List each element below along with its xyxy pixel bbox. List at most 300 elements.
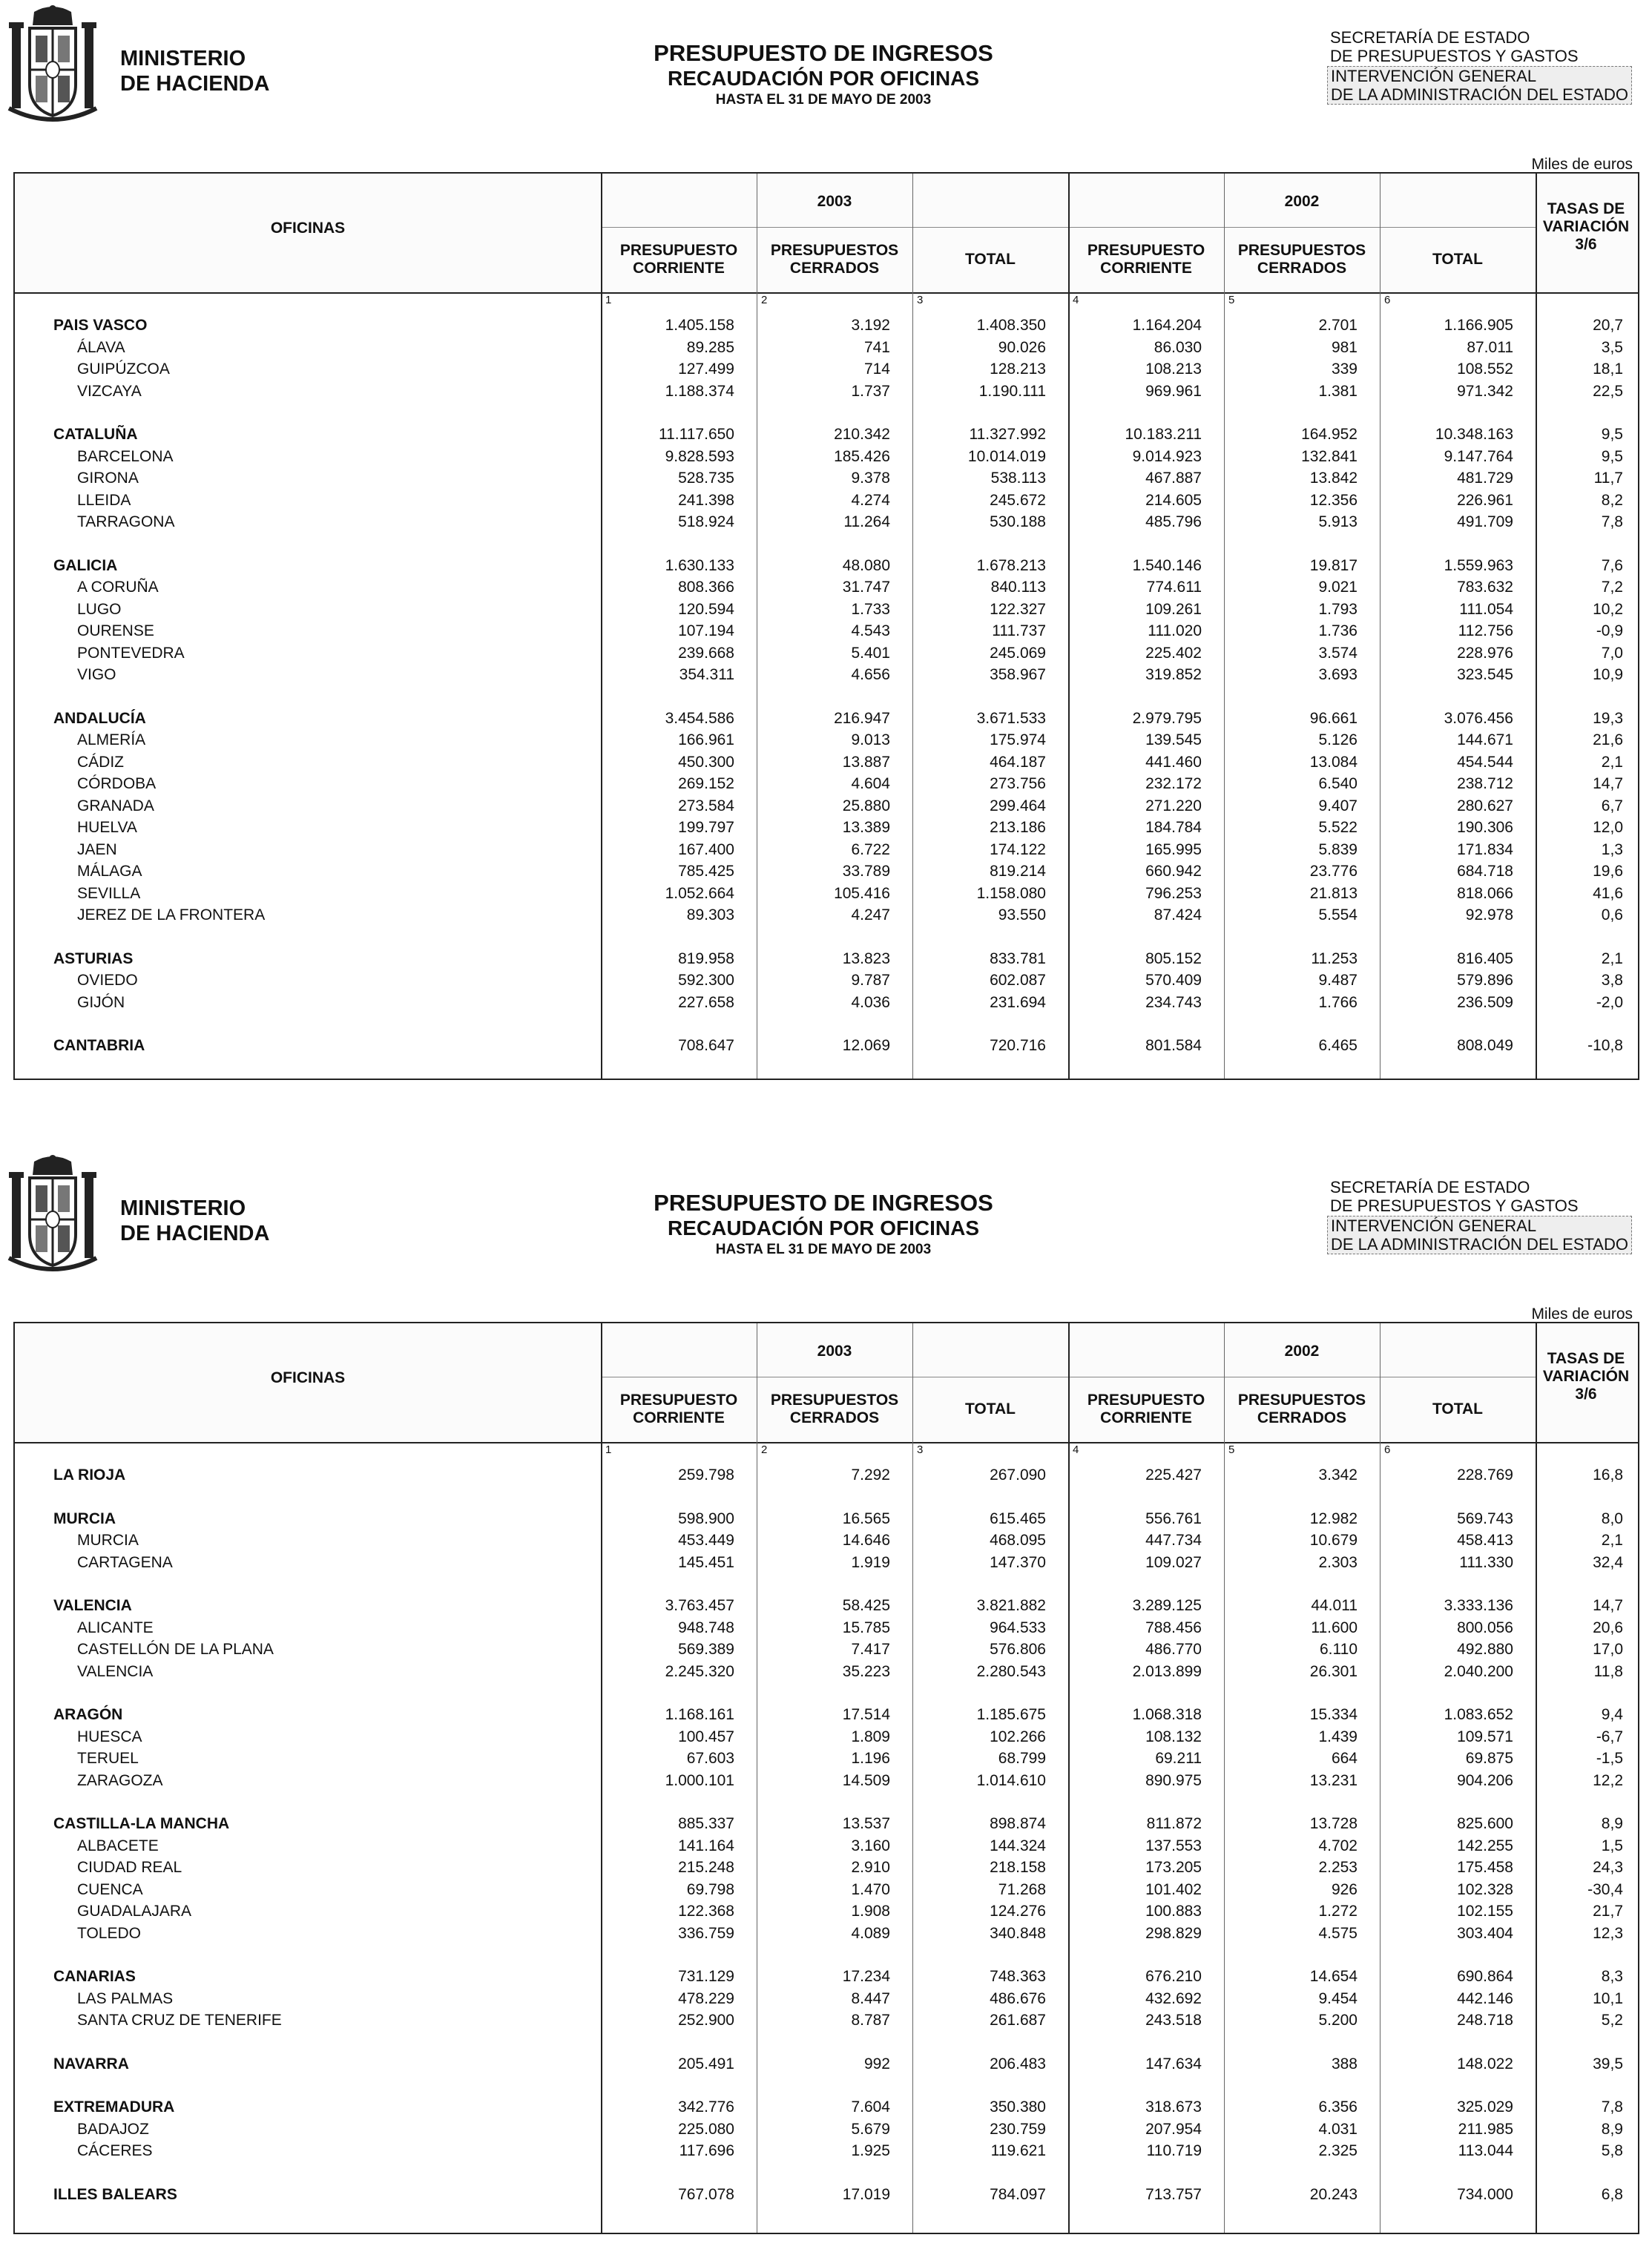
cell-col-3: 464.187 xyxy=(990,753,1046,771)
cell-col-6: 236.509 xyxy=(1457,993,1513,1011)
intervencion-box xyxy=(1327,1216,1632,1254)
cell-col-7: 41,6 xyxy=(1593,884,1623,902)
ministry-name xyxy=(120,46,269,96)
cell-col-6: 111.330 xyxy=(1459,1553,1513,1571)
cell-col-1: 885.337 xyxy=(678,1815,734,1832)
cell-col-6: 228.769 xyxy=(1457,1466,1513,1484)
cell-col-2: 714 xyxy=(863,360,890,378)
col-label-line: TASAS DE xyxy=(1547,1350,1625,1367)
secretaria-block xyxy=(1330,28,1632,105)
cell-col-6: 142.255 xyxy=(1457,1837,1513,1854)
cell-col-3: 119.621 xyxy=(990,2142,1046,2159)
cell-col-1: 11.117.650 xyxy=(659,426,734,443)
cell-col-2: 1.196 xyxy=(851,1750,890,1767)
document-date: HASTA EL 31 DE MAYO DE 2003 xyxy=(715,1242,932,1257)
cell-col-4: 137.553 xyxy=(1145,1837,1202,1854)
cell-col-2: 1.919 xyxy=(851,1553,890,1571)
region-row xyxy=(15,555,1638,577)
cell-col-6: 816.405 xyxy=(1457,949,1513,967)
office-row xyxy=(15,1835,1638,1857)
office-name: CÁCERES xyxy=(77,2142,153,2159)
office-name: VIGO xyxy=(77,666,116,683)
col-presupuesto-corriente-2002 xyxy=(1068,1392,1224,1427)
cell-col-7: 11,7 xyxy=(1593,470,1623,487)
cell-col-4: 101.402 xyxy=(1145,1880,1202,1898)
cell-col-7: 12,2 xyxy=(1593,1771,1623,1789)
cell-col-3: 68.799 xyxy=(998,1750,1046,1767)
cell-col-6: 102.155 xyxy=(1457,1903,1513,1920)
cell-col-1: 948.748 xyxy=(678,1619,734,1636)
cell-col-3: 3.671.533 xyxy=(976,709,1046,727)
cell-col-6: 9.147.764 xyxy=(1444,447,1513,465)
office-name: MÁLAGA xyxy=(77,863,142,880)
cell-col-7: 32,4 xyxy=(1593,1553,1623,1571)
cell-col-1: 239.668 xyxy=(678,644,734,662)
office-name: VALENCIA xyxy=(77,1662,154,1680)
cell-col-6: 458.413 xyxy=(1457,1532,1513,1549)
cell-col-3: 299.464 xyxy=(990,797,1046,814)
cell-col-2: 741 xyxy=(863,338,890,356)
cell-col-7: 22,5 xyxy=(1593,382,1623,400)
cell-col-3: 93.550 xyxy=(998,906,1046,923)
cell-col-4: 271.220 xyxy=(1145,797,1202,814)
cell-col-2: 7.604 xyxy=(851,2098,890,2116)
cell-col-3: 3.821.882 xyxy=(976,1597,1046,1614)
office-name: HUESCA xyxy=(77,1728,142,1745)
cell-col-1: 252.900 xyxy=(678,2012,734,2029)
office-row xyxy=(15,446,1638,468)
units-label: Miles de euros xyxy=(1531,1306,1633,1323)
secretaria-line-1: SECRETARÍA DE ESTADO xyxy=(1330,28,1530,47)
office-name: ALBACETE xyxy=(77,1837,159,1854)
cell-col-4: 788.456 xyxy=(1145,1619,1202,1636)
office-name: CANTABRIA xyxy=(53,1037,145,1054)
cell-col-4: 485.796 xyxy=(1145,513,1202,530)
cell-col-4: 165.995 xyxy=(1145,840,1202,858)
cell-col-6: 454.544 xyxy=(1457,753,1513,771)
cell-col-1: 450.300 xyxy=(678,753,734,771)
cell-col-2: 185.426 xyxy=(834,447,890,465)
cell-col-6: 734.000 xyxy=(1457,2185,1513,2203)
cell-col-5: 11.600 xyxy=(1311,1619,1358,1636)
cell-col-7: -2,0 xyxy=(1596,993,1623,1011)
units-label: Miles de euros xyxy=(1531,156,1633,173)
cell-col-5: 5.554 xyxy=(1318,906,1358,923)
cell-col-1: 9.828.593 xyxy=(665,447,734,465)
cell-col-1: 100.457 xyxy=(678,1728,734,1745)
intervencion-line-2: DE LA ADMINISTRACIÓN DEL ESTADO xyxy=(1331,85,1628,104)
cell-col-5: 1.381 xyxy=(1318,382,1358,400)
office-name: CÁDIZ xyxy=(77,753,124,771)
office-row xyxy=(15,1748,1638,1770)
cell-col-7: 7,2 xyxy=(1601,579,1623,596)
cell-col-6: 211.985 xyxy=(1458,2120,1513,2138)
cell-col-2: 4.604 xyxy=(851,775,890,792)
cell-col-4: 805.152 xyxy=(1145,949,1202,967)
office-row xyxy=(15,1639,1638,1661)
office-row xyxy=(15,490,1638,512)
cell-col-5: 96.661 xyxy=(1309,709,1358,727)
cell-col-3: 898.874 xyxy=(990,1815,1046,1832)
cell-col-5: 4.575 xyxy=(1318,1924,1358,1942)
office-row xyxy=(15,620,1638,642)
cell-col-5: 664 xyxy=(1331,1750,1358,1767)
cell-col-6: 690.864 xyxy=(1457,1968,1513,1985)
cell-col-5: 5.913 xyxy=(1318,513,1358,530)
cell-col-2: 992 xyxy=(863,2055,890,2072)
cell-col-4: 1.164.204 xyxy=(1132,317,1202,334)
office-row xyxy=(15,337,1638,359)
office-row xyxy=(15,576,1638,599)
col-total-2003: TOTAL xyxy=(964,251,1016,268)
cell-col-4: 232.172 xyxy=(1145,775,1202,792)
cell-col-4: 570.409 xyxy=(1145,972,1202,989)
cell-col-3: 1.190.111 xyxy=(978,382,1046,400)
cell-col-5: 13.842 xyxy=(1309,470,1358,487)
cell-col-5: 26.301 xyxy=(1309,1662,1358,1680)
revenue-table xyxy=(13,1322,1639,2234)
cell-col-1: 225.080 xyxy=(678,2120,734,2138)
cell-col-1: 453.449 xyxy=(678,1532,734,1549)
cell-col-1: 89.285 xyxy=(686,338,734,356)
cell-col-7: 19,3 xyxy=(1593,709,1623,727)
cell-col-2: 216.947 xyxy=(834,709,890,727)
cell-col-5: 339 xyxy=(1331,360,1358,378)
col-presupuestos-cerrados-2003 xyxy=(757,1392,912,1427)
office-row xyxy=(15,992,1638,1014)
cell-col-3: 206.483 xyxy=(990,2055,1046,2072)
cell-col-4: 676.210 xyxy=(1145,1968,1202,1985)
document-title-block xyxy=(579,40,1068,110)
col-label-line: PRESUPUESTO xyxy=(1087,1392,1205,1409)
office-name: PONTEVEDRA xyxy=(77,644,185,662)
cell-col-2: 17.514 xyxy=(842,1706,890,1723)
office-name: ZARAGOZA xyxy=(77,1771,163,1789)
cell-col-4: 811.872 xyxy=(1146,1815,1202,1832)
cell-col-4: 801.584 xyxy=(1145,1037,1202,1054)
cell-col-7: 19,6 xyxy=(1593,863,1623,880)
col-label-line: VARIACIÓN xyxy=(1542,218,1630,235)
cell-col-7: 8,3 xyxy=(1601,1968,1623,1985)
office-name: ALICANTE xyxy=(77,1619,154,1636)
cell-col-4: 110.719 xyxy=(1146,2142,1202,2159)
col-label-line: CORRIENTE xyxy=(633,1409,725,1426)
cell-col-4: 318.673 xyxy=(1145,2098,1202,2116)
cell-col-1: 785.425 xyxy=(678,863,734,880)
cell-col-6: 112.756 xyxy=(1458,622,1513,639)
cell-col-3: 273.756 xyxy=(990,775,1046,792)
coat-of-arms-icon xyxy=(4,1154,101,1280)
cell-col-2: 31.747 xyxy=(842,579,890,596)
cell-col-6: 971.342 xyxy=(1457,382,1513,400)
column-number: 6 xyxy=(1384,1443,1391,1456)
cell-col-6: 1.559.963 xyxy=(1444,556,1513,574)
cell-col-3: 122.327 xyxy=(990,600,1046,618)
cell-col-6: 825.600 xyxy=(1457,1815,1513,1832)
col-label-line: CORRIENTE xyxy=(1100,1409,1192,1426)
cell-col-3: 538.113 xyxy=(990,470,1046,487)
cell-col-7: 18,1 xyxy=(1593,360,1623,378)
group-2002: 2002 xyxy=(1284,193,1320,210)
office-row xyxy=(15,1988,1638,2010)
office-name: CASTILLA-LA MANCHA xyxy=(53,1815,230,1832)
intervencion-line-1: INTERVENCIÓN GENERAL xyxy=(1331,1216,1537,1235)
cell-col-3: 147.370 xyxy=(990,1553,1046,1571)
revenue-table xyxy=(13,172,1639,1080)
office-name: CASTELLÓN DE LA PLANA xyxy=(77,1641,274,1658)
office-row xyxy=(15,839,1638,861)
cell-col-2: 1.737 xyxy=(851,382,890,400)
cell-col-6: 102.328 xyxy=(1457,1880,1513,1898)
cell-col-6: 92.978 xyxy=(1465,906,1513,923)
cell-col-5: 12.982 xyxy=(1309,1509,1358,1527)
cell-col-7: 7,8 xyxy=(1601,2098,1623,2116)
cell-col-2: 9.378 xyxy=(851,470,890,487)
cell-col-1: 708.647 xyxy=(678,1037,734,1054)
office-name: BARCELONA xyxy=(77,447,174,465)
cell-col-1: 205.491 xyxy=(678,2055,734,2072)
office-name: ILLES BALEARS xyxy=(53,2185,177,2203)
cell-col-5: 9.487 xyxy=(1318,972,1358,989)
cell-col-1: 808.366 xyxy=(678,579,734,596)
cell-col-7: 24,3 xyxy=(1593,1859,1623,1876)
cell-col-5: 1.736 xyxy=(1318,622,1358,639)
cell-col-3: 784.097 xyxy=(990,2185,1046,2203)
cell-col-4: 441.460 xyxy=(1145,753,1202,771)
cell-col-6: 10.348.163 xyxy=(1435,426,1513,443)
office-row xyxy=(15,817,1638,839)
cell-col-3: 174.122 xyxy=(990,840,1046,858)
cell-col-7: 10,9 xyxy=(1593,666,1623,683)
cell-col-6: 3.333.136 xyxy=(1444,1597,1513,1614)
cell-col-2: 33.789 xyxy=(842,863,890,880)
intervencion-box xyxy=(1327,66,1632,105)
cell-col-6: 800.056 xyxy=(1457,1619,1513,1636)
cell-col-1: 569.389 xyxy=(678,1641,734,1658)
cell-col-3: 720.716 xyxy=(990,1037,1046,1054)
cell-col-7: -6,7 xyxy=(1596,1728,1623,1745)
cell-col-1: 2.245.320 xyxy=(665,1662,734,1680)
cell-col-1: 342.776 xyxy=(678,2098,734,2116)
cell-col-6: 2.040.200 xyxy=(1444,1662,1513,1680)
cell-col-3: 245.672 xyxy=(990,491,1046,509)
region-row xyxy=(15,1595,1638,1617)
cell-col-1: 1.630.133 xyxy=(665,556,734,574)
cell-col-1: 259.798 xyxy=(678,1466,734,1484)
cell-col-2: 5.679 xyxy=(851,2120,890,2138)
cell-col-3: 576.806 xyxy=(990,1641,1046,1658)
col-tasas-variacion xyxy=(1536,200,1636,254)
region-row xyxy=(15,2096,1638,2118)
office-name: ASTURIAS xyxy=(53,949,134,967)
cell-col-7: 1,5 xyxy=(1601,1837,1623,1854)
cell-col-3: 530.188 xyxy=(990,513,1046,530)
office-name: ÁLAVA xyxy=(77,338,125,356)
col-presupuestos-cerrados-2002 xyxy=(1224,242,1380,277)
cell-col-3: 2.280.543 xyxy=(976,1662,1046,1680)
cell-col-2: 6.722 xyxy=(851,840,890,858)
cell-col-1: 336.759 xyxy=(678,1924,734,1942)
cell-col-2: 105.416 xyxy=(834,884,890,902)
cell-col-5: 6.110 xyxy=(1320,1641,1358,1658)
office-row xyxy=(15,1617,1638,1639)
office-name: CARTAGENA xyxy=(77,1553,173,1571)
cell-col-5: 6.465 xyxy=(1318,1037,1358,1054)
cell-col-4: 447.734 xyxy=(1145,1532,1202,1549)
cell-col-1: 1.052.664 xyxy=(665,884,734,902)
cell-col-2: 4.247 xyxy=(851,906,890,923)
cell-col-7: 10,1 xyxy=(1593,1989,1623,2007)
office-name: NAVARRA xyxy=(53,2055,129,2072)
office-name: BADAJOZ xyxy=(77,2120,149,2138)
column-number: 2 xyxy=(761,294,768,306)
office-row xyxy=(15,358,1638,381)
cell-col-5: 11.253 xyxy=(1311,949,1358,967)
column-number: 5 xyxy=(1228,294,1235,306)
cell-col-2: 13.823 xyxy=(842,949,890,967)
office-row xyxy=(15,599,1638,621)
cell-col-5: 20.243 xyxy=(1309,2185,1358,2203)
cell-col-3: 128.213 xyxy=(990,360,1046,378)
cell-col-1: 819.958 xyxy=(678,949,734,967)
cell-col-1: 69.798 xyxy=(686,1880,734,1898)
cell-col-1: 107.194 xyxy=(678,622,734,639)
office-name: SEVILLA xyxy=(77,884,141,902)
column-number: 2 xyxy=(761,1443,768,1456)
region-row xyxy=(15,2184,1638,2206)
region-row xyxy=(15,315,1638,337)
cell-col-6: 491.709 xyxy=(1457,513,1513,530)
cell-col-4: 225.402 xyxy=(1145,644,1202,662)
cell-col-1: 1.405.158 xyxy=(665,317,734,334)
cell-col-3: 350.380 xyxy=(990,2098,1046,2116)
cell-col-5: 9.454 xyxy=(1318,1989,1358,2007)
cell-col-4: 660.942 xyxy=(1145,863,1202,880)
office-row xyxy=(15,664,1638,686)
column-number: 6 xyxy=(1384,294,1391,306)
table-column-header xyxy=(15,174,1638,294)
cell-col-2: 1.809 xyxy=(851,1728,890,1745)
cell-col-1: 598.900 xyxy=(678,1509,734,1527)
cell-col-4: 100.883 xyxy=(1145,1903,1202,1920)
cell-col-6: 808.049 xyxy=(1457,1037,1513,1054)
office-name: TARRAGONA xyxy=(77,513,175,530)
cell-col-2: 16.565 xyxy=(842,1509,890,1527)
col-presupuesto-corriente-2003 xyxy=(608,1392,749,1427)
cell-col-3: 358.967 xyxy=(990,666,1046,683)
office-name: CIUDAD REAL xyxy=(77,1859,182,1876)
column-number: 4 xyxy=(1073,294,1079,306)
cell-col-4: 87.424 xyxy=(1154,906,1202,923)
ministry-line-1: MINISTERIO xyxy=(120,47,246,70)
col-label-line: CERRADOS xyxy=(789,260,880,277)
cell-col-2: 8.447 xyxy=(851,1989,890,2007)
group-2002: 2002 xyxy=(1284,1343,1320,1360)
cell-col-2: 2.910 xyxy=(851,1859,890,1876)
col-label-line: CERRADOS xyxy=(789,1409,880,1426)
col-label-line: PRESUPUESTOS xyxy=(1237,242,1366,259)
cell-col-4: 319.852 xyxy=(1145,666,1202,683)
cell-col-6: 175.458 xyxy=(1457,1859,1513,1876)
cell-col-5: 1.793 xyxy=(1318,600,1358,618)
cell-col-2: 17.019 xyxy=(842,2185,890,2203)
cell-col-5: 19.817 xyxy=(1309,556,1358,574)
cell-col-7: -1,5 xyxy=(1596,1750,1623,1767)
cell-col-5: 5.522 xyxy=(1318,819,1358,836)
cell-col-1: 3.763.457 xyxy=(665,1597,734,1614)
office-name: A CORUÑA xyxy=(77,579,159,596)
secretaria-line-1: SECRETARÍA DE ESTADO xyxy=(1330,1178,1530,1196)
office-row xyxy=(15,1923,1638,1945)
cell-col-5: 1.766 xyxy=(1318,993,1358,1011)
cell-col-6: 818.066 xyxy=(1457,884,1513,902)
cell-col-2: 9.013 xyxy=(851,731,890,748)
column-number: 3 xyxy=(917,294,924,306)
region-row xyxy=(15,708,1638,730)
cell-col-2: 48.080 xyxy=(842,556,890,574)
cell-col-5: 2.701 xyxy=(1318,317,1358,334)
cell-col-5: 4.702 xyxy=(1318,1837,1358,1854)
office-name: JEREZ DE LA FRONTERA xyxy=(77,906,266,923)
cell-col-3: 230.759 xyxy=(990,2120,1046,2138)
office-name: GRANADA xyxy=(77,797,154,814)
ministry-name xyxy=(120,1196,269,1246)
cell-col-5: 164.952 xyxy=(1301,426,1358,443)
cell-col-7: 5,8 xyxy=(1601,2142,1623,2159)
cell-col-4: 214.605 xyxy=(1145,491,1202,509)
office-row xyxy=(15,883,1638,905)
cell-col-7: 3,5 xyxy=(1601,338,1623,356)
cell-col-3: 175.974 xyxy=(990,731,1046,748)
page-2 xyxy=(0,1150,1652,2252)
cell-col-5: 6.356 xyxy=(1318,2098,1358,2116)
cell-col-5: 4.031 xyxy=(1318,2120,1358,2138)
secretaria-line-2: DE PRESUPUESTOS Y GASTOS xyxy=(1330,47,1579,65)
cell-col-4: 139.545 xyxy=(1145,731,1202,748)
ministry-line-2: DE HACIENDA xyxy=(120,1222,270,1245)
cell-col-7: -30,4 xyxy=(1587,1880,1623,1898)
cell-col-7: 12,0 xyxy=(1593,819,1623,836)
office-name: MURCIA xyxy=(53,1509,116,1527)
cell-col-7: 8,0 xyxy=(1601,1509,1623,1527)
cell-col-2: 1.925 xyxy=(851,2142,890,2159)
cell-col-1: 127.499 xyxy=(678,360,734,378)
cell-col-7: 7,8 xyxy=(1601,513,1623,530)
cell-col-4: 969.961 xyxy=(1145,382,1202,400)
region-row xyxy=(15,2053,1638,2075)
cell-col-2: 17.234 xyxy=(842,1968,890,1985)
group-2003: 2003 xyxy=(817,193,852,210)
col-presupuesto-corriente-2003 xyxy=(608,242,749,277)
cell-col-4: 713.757 xyxy=(1145,2185,1202,2203)
office-row xyxy=(15,969,1638,992)
col-presupuestos-cerrados-2002 xyxy=(1224,1392,1380,1427)
cell-col-7: 17,0 xyxy=(1593,1641,1623,1658)
cell-col-3: 1.014.610 xyxy=(976,1771,1046,1789)
office-name: TOLEDO xyxy=(77,1924,141,1942)
cell-col-1: 122.368 xyxy=(678,1903,734,1920)
cell-col-3: 267.090 xyxy=(990,1466,1046,1484)
office-row xyxy=(15,1879,1638,1901)
cell-col-1: 269.152 xyxy=(678,775,734,792)
cell-col-5: 9.407 xyxy=(1318,797,1358,814)
cell-col-7: -10,8 xyxy=(1587,1037,1623,1054)
cell-col-6: 148.022 xyxy=(1457,2055,1513,2072)
region-row xyxy=(15,1464,1638,1486)
cell-col-6: 238.712 xyxy=(1457,775,1513,792)
cell-col-2: 13.887 xyxy=(842,753,890,771)
cell-col-2: 14.646 xyxy=(842,1532,890,1549)
